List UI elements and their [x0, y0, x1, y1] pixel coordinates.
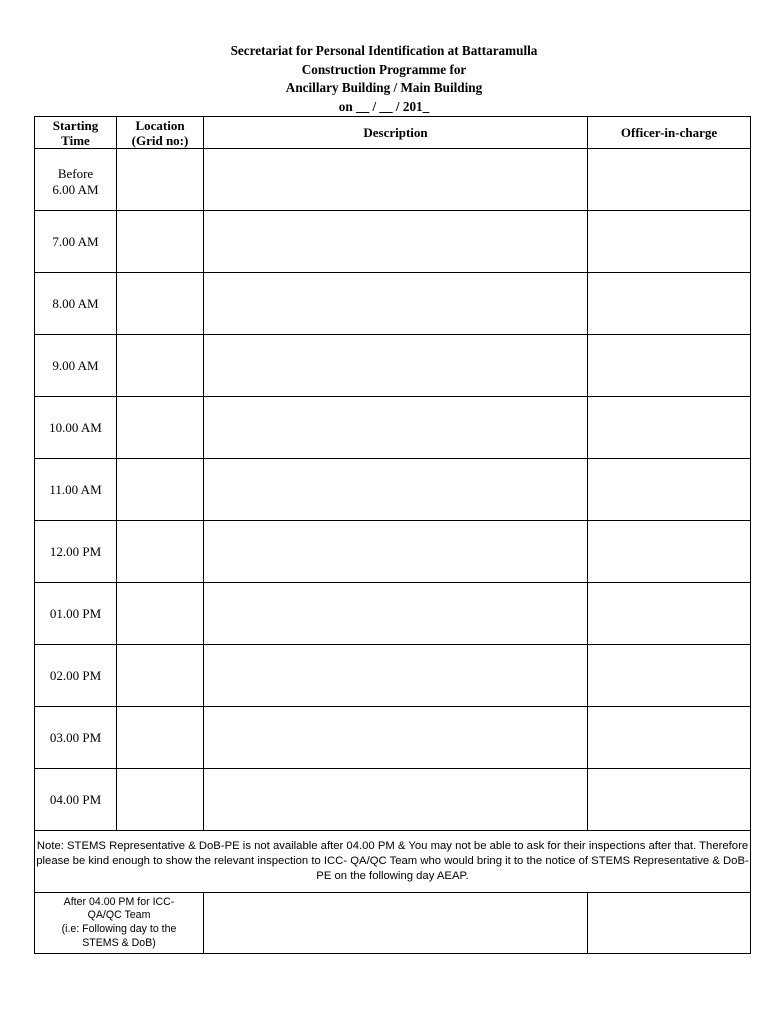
after-hours-label: After 04.00 PM for ICC- QA/QC Team (i.e: Following day to the STEMS & DoB): [35, 893, 204, 954]
column-header-description: Description: [204, 117, 588, 149]
table-row: [35, 645, 751, 707]
location-cell[interactable]: [117, 645, 204, 707]
after-hours-row: [35, 893, 751, 954]
location-cell[interactable]: [117, 273, 204, 335]
time-cell: 02.00 PM: [35, 645, 117, 707]
time-cell: 8.00 AM: [35, 273, 117, 335]
note-row: [35, 831, 751, 893]
table-row: [35, 397, 751, 459]
officer-cell[interactable]: [588, 335, 751, 397]
time-cell: Before 6.00 AM: [35, 149, 117, 211]
table-row: [35, 273, 751, 335]
table-row: [35, 149, 751, 211]
header-date: on __ / __ / 201_: [338, 98, 430, 114]
officer-cell[interactable]: [588, 397, 751, 459]
time-cell: 10.00 AM: [35, 397, 117, 459]
table-row: [35, 335, 751, 397]
description-cell[interactable]: [204, 335, 588, 397]
description-cell[interactable]: [204, 273, 588, 335]
table-header-row: [35, 117, 751, 149]
table-row: [35, 707, 751, 769]
description-cell[interactable]: [204, 459, 588, 521]
table-row: [35, 211, 751, 273]
time-cell: 7.00 AM: [35, 211, 117, 273]
description-cell[interactable]: [204, 769, 588, 831]
document-header: [0, 42, 768, 116]
officer-cell[interactable]: [588, 521, 751, 583]
location-cell[interactable]: [117, 769, 204, 831]
description-cell[interactable]: [204, 645, 588, 707]
time-cell: 03.00 PM: [35, 707, 117, 769]
location-cell[interactable]: [117, 707, 204, 769]
description-cell[interactable]: [204, 211, 588, 273]
table-row: [35, 769, 751, 831]
table-row: [35, 459, 751, 521]
description-cell[interactable]: [204, 583, 588, 645]
column-header-starting-time: Starting Time: [35, 117, 117, 149]
location-cell[interactable]: [117, 583, 204, 645]
time-cell: 01.00 PM: [35, 583, 117, 645]
officer-cell[interactable]: [588, 645, 751, 707]
officer-cell[interactable]: [588, 149, 751, 211]
officer-cell[interactable]: [588, 583, 751, 645]
after-hours-officer-cell[interactable]: [588, 893, 751, 954]
header-building: Ancillary Building / Main Building: [285, 80, 483, 95]
header-organization: Secretariat for Personal Identification at Battaramulla: [230, 43, 538, 58]
location-cell[interactable]: [117, 335, 204, 397]
after-hours-description-cell[interactable]: [204, 893, 588, 954]
column-header-officer: Officer-in-charge: [588, 117, 751, 149]
description-cell[interactable]: [204, 397, 588, 459]
column-header-location: Location (Grid no:): [117, 117, 204, 149]
officer-cell[interactable]: [588, 769, 751, 831]
officer-cell[interactable]: [588, 459, 751, 521]
schedule-table: [34, 116, 751, 954]
header-programme: Construction Programme for: [301, 61, 467, 77]
time-cell: 9.00 AM: [35, 335, 117, 397]
table-row: [35, 521, 751, 583]
location-cell[interactable]: [117, 149, 204, 211]
description-cell[interactable]: [204, 149, 588, 211]
time-cell: 04.00 PM: [35, 769, 117, 831]
location-cell[interactable]: [117, 521, 204, 583]
description-cell[interactable]: [204, 521, 588, 583]
note-text: Note: STEMS Representative & DoB-PE is not available after 04.00 PM & You may not be able to ask for their inspections after that. Therefore please be kind enough to show the relevant inspection to ICC- QA/QC Team who would bring it to the notice of STEMS Representative & DoB-PE on the following day AEAP.: [35, 831, 751, 893]
description-cell[interactable]: [204, 707, 588, 769]
time-cell: 11.00 AM: [35, 459, 117, 521]
location-cell[interactable]: [117, 397, 204, 459]
time-cell: 12.00 PM: [35, 521, 117, 583]
location-cell[interactable]: [117, 459, 204, 521]
officer-cell[interactable]: [588, 707, 751, 769]
location-cell[interactable]: [117, 211, 204, 273]
table-row: [35, 583, 751, 645]
officer-cell[interactable]: [588, 273, 751, 335]
officer-cell[interactable]: [588, 211, 751, 273]
